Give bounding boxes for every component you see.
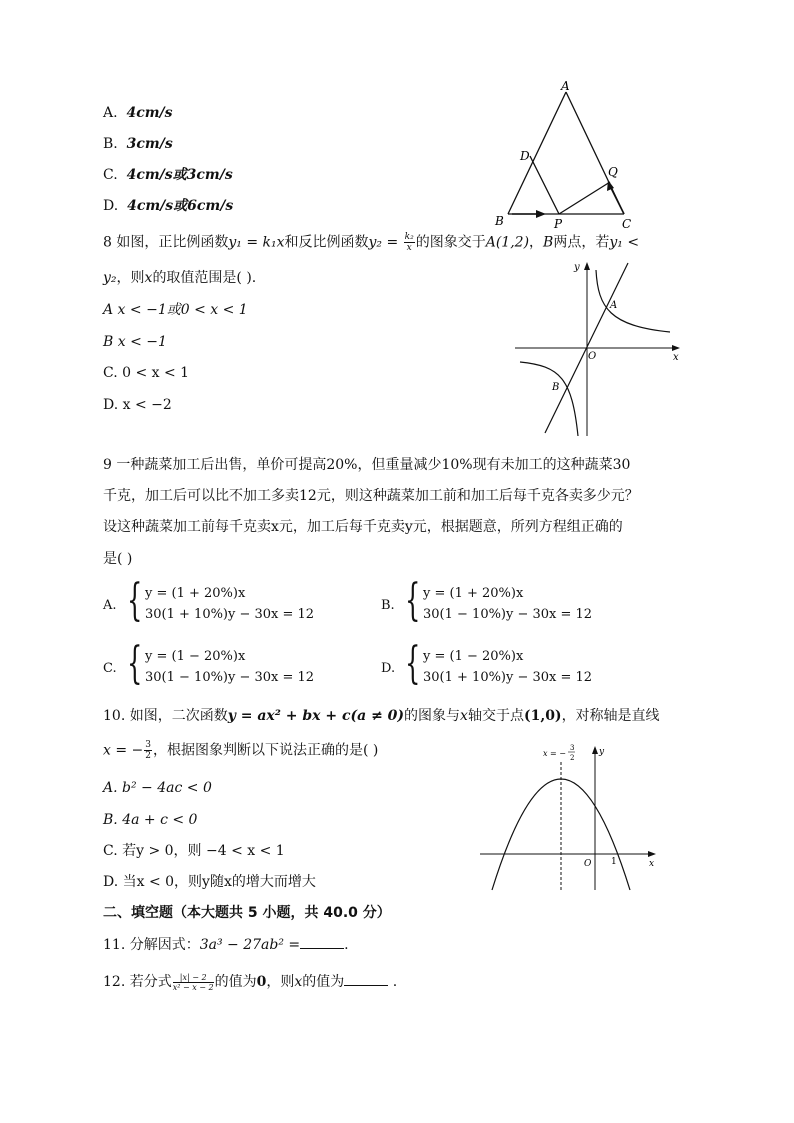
answer-blank[interactable] bbox=[344, 971, 388, 986]
text: 的值为 bbox=[214, 974, 257, 990]
text: 的图象交于 bbox=[415, 234, 486, 251]
y-axis-arrow-icon bbox=[584, 262, 590, 270]
math: A(1,2) bbox=[485, 234, 530, 251]
arrow-head-icon bbox=[536, 210, 546, 218]
label-x: x bbox=[649, 859, 655, 869]
hyperbola-branch-q1 bbox=[596, 270, 670, 332]
option-letter: C. bbox=[103, 167, 118, 183]
q8-stem-line1 bbox=[103, 232, 639, 253]
q10-option-d: D. 当x < 0，则y随x的增大而增大 bbox=[103, 874, 316, 890]
label-d: D bbox=[520, 149, 530, 163]
q8-option-a: A x < −1或0 < x < 1 bbox=[103, 302, 248, 318]
q9-stem-line2: 千克，加工后可以比不加工多卖12元，则这种蔬菜加工前和加工后每千克各卖多少元？ bbox=[103, 488, 639, 504]
label-origin: O bbox=[588, 351, 597, 362]
equation-row: y = (1 − 20%)x bbox=[145, 649, 246, 664]
left-brace-icon: { bbox=[405, 638, 421, 689]
math: x bbox=[144, 270, 153, 286]
option-letter: D. bbox=[381, 661, 396, 676]
q8-option-d: D. x < −2 bbox=[103, 397, 172, 413]
q7-triangle-figure bbox=[490, 78, 640, 233]
q9-stem-line1: 9 一种蔬菜加工后出售，单价可提高20%，但重量减少10%现有未加工的这种蔬菜30 bbox=[103, 457, 631, 473]
q9-stem-line3: 设这种蔬菜加工前每千克卖x元，加工后每千克卖y元，根据题意，所列方程组正确的 bbox=[103, 519, 623, 535]
q9-option-b bbox=[381, 575, 641, 631]
fraction-abs-x bbox=[173, 973, 214, 992]
q8-function-graph bbox=[510, 258, 685, 440]
option-text: 4cm/s或3cm/s bbox=[126, 167, 233, 183]
q7-option-a bbox=[103, 103, 173, 123]
text: 和反比例函数 bbox=[284, 234, 369, 251]
label-point-b: B bbox=[552, 382, 560, 393]
q10-option-b: B. 4a + c < 0 bbox=[103, 812, 198, 828]
text: . bbox=[388, 974, 398, 990]
equation-row: y = (1 + 20%)x bbox=[423, 586, 524, 601]
q12-stem bbox=[103, 971, 397, 992]
q9-option-a bbox=[103, 575, 363, 631]
option-letter: C. bbox=[103, 661, 117, 676]
x-axis-arrow-icon bbox=[672, 345, 680, 351]
equation-row: 30(1 − 10%)y − 30x = 12 bbox=[423, 607, 593, 622]
label-y: y bbox=[574, 262, 580, 273]
q8-option-b: B x < −1 bbox=[103, 334, 167, 350]
denominator: x bbox=[406, 243, 412, 253]
text: 两点，若 bbox=[553, 234, 610, 251]
q7-option-d bbox=[103, 196, 233, 216]
q7-option-b bbox=[103, 134, 173, 154]
denominator: x² − x − 2 bbox=[172, 982, 214, 992]
fraction-3-over-2 bbox=[144, 740, 152, 761]
equation-row: 30(1 + 10%)y − 30x = 12 bbox=[423, 670, 593, 685]
math: x bbox=[294, 974, 303, 990]
math: y = ax² + bx + c(a ≠ 0) bbox=[227, 708, 405, 724]
numerator: 3 bbox=[145, 740, 151, 750]
math: 3a³ − 27ab² = bbox=[199, 937, 301, 953]
text: 12. 若分式 bbox=[103, 974, 172, 990]
math: B bbox=[543, 234, 554, 251]
label-q: Q bbox=[608, 165, 618, 179]
label-origin: O bbox=[584, 859, 592, 869]
numerator: |x| − 2 bbox=[173, 973, 214, 983]
motion-arrow-cq bbox=[610, 186, 624, 214]
option-text: 4cm/s或6cm/s bbox=[127, 198, 234, 214]
text: ，则 bbox=[266, 974, 295, 990]
q9-stem-line4: 是( ) bbox=[103, 551, 133, 567]
option-letter: D. bbox=[103, 198, 119, 214]
segment-pq bbox=[559, 182, 610, 214]
left-brace-icon: { bbox=[127, 638, 143, 689]
section-heading: 二、填空题（本大题共 5 小题，共 40.0 分） bbox=[103, 905, 391, 921]
text: ，则 bbox=[116, 270, 145, 286]
q9-option-d bbox=[381, 638, 641, 694]
option-letter: B. bbox=[103, 136, 118, 152]
math: (1,0) bbox=[523, 708, 562, 724]
text: 的图象与 bbox=[404, 708, 461, 724]
math: x bbox=[460, 708, 468, 724]
label-b: B bbox=[495, 214, 504, 228]
numerator: k₂ bbox=[404, 232, 414, 242]
label-one: 1 bbox=[611, 857, 617, 867]
q10-option-c: C. 若y > 0，则 −4 < x < 1 bbox=[103, 843, 285, 859]
math: y₁ < bbox=[609, 234, 640, 251]
q9-option-c bbox=[103, 638, 363, 694]
q8-option-c: C. 0 < x < 1 bbox=[103, 365, 190, 381]
option-letter: A. bbox=[103, 105, 118, 121]
math: 0 bbox=[256, 974, 267, 990]
text: ，对称轴是直线 bbox=[561, 708, 660, 724]
q10-stem-line2 bbox=[103, 740, 378, 761]
text: ， bbox=[529, 234, 544, 251]
equation-row: y = (1 + 20%)x bbox=[145, 586, 246, 601]
math: y₁ = k₁x bbox=[228, 234, 285, 251]
q8-stem-line2 bbox=[103, 268, 256, 288]
q11-stem bbox=[103, 934, 349, 955]
label-y: y bbox=[599, 747, 605, 757]
option-text: 4cm/s bbox=[126, 105, 173, 121]
q7-option-c bbox=[103, 165, 233, 185]
label-frac-den: 2 bbox=[570, 754, 575, 762]
label-c: C bbox=[622, 217, 632, 231]
text: 的值为 bbox=[302, 974, 345, 990]
equation-row: 30(1 − 10%)y − 30x = 12 bbox=[145, 670, 315, 685]
equation-row: y = (1 − 20%)x bbox=[423, 649, 524, 664]
label-symmetry-line: x = − bbox=[543, 749, 567, 758]
label-point-a: A bbox=[610, 300, 618, 311]
x-axis-arrow-icon bbox=[648, 851, 656, 857]
left-brace-icon: { bbox=[405, 575, 421, 626]
math: y₂ = bbox=[368, 234, 403, 251]
text: 8 如图，正比例函数 bbox=[103, 234, 229, 251]
option-letter: B. bbox=[381, 598, 395, 613]
answer-blank[interactable] bbox=[300, 934, 344, 949]
q10-parabola-graph bbox=[475, 742, 660, 894]
left-brace-icon: { bbox=[127, 575, 143, 626]
denominator: 2 bbox=[145, 751, 151, 761]
option-letter: A. bbox=[103, 598, 117, 613]
text: 10. 如图，二次函数 bbox=[103, 708, 228, 724]
segment-dp bbox=[530, 156, 559, 214]
math: x = − bbox=[103, 742, 144, 759]
text: 的取值范围是( ). bbox=[152, 270, 257, 286]
q10-option-a: A. b² − 4ac < 0 bbox=[103, 780, 212, 796]
text: 11. 分解因式： bbox=[103, 937, 200, 953]
text: ，根据图象判断以下说法正确的是( ) bbox=[153, 742, 379, 759]
label-frac-num: 3 bbox=[570, 744, 575, 752]
label-p: P bbox=[554, 217, 563, 231]
q10-stem-line1 bbox=[103, 706, 660, 726]
text: 轴交于点 bbox=[467, 708, 524, 724]
option-text: 3cm/s bbox=[126, 136, 173, 152]
math: y₂ bbox=[103, 270, 117, 286]
y-axis-arrow-icon bbox=[592, 746, 598, 754]
equation-row: 30(1 + 10%)y − 30x = 12 bbox=[145, 607, 315, 622]
side-ab bbox=[508, 92, 566, 214]
label-x: x bbox=[673, 352, 679, 363]
label-a: A bbox=[561, 79, 570, 93]
fraction-k2-over-x bbox=[404, 232, 415, 253]
text: . bbox=[344, 937, 349, 953]
